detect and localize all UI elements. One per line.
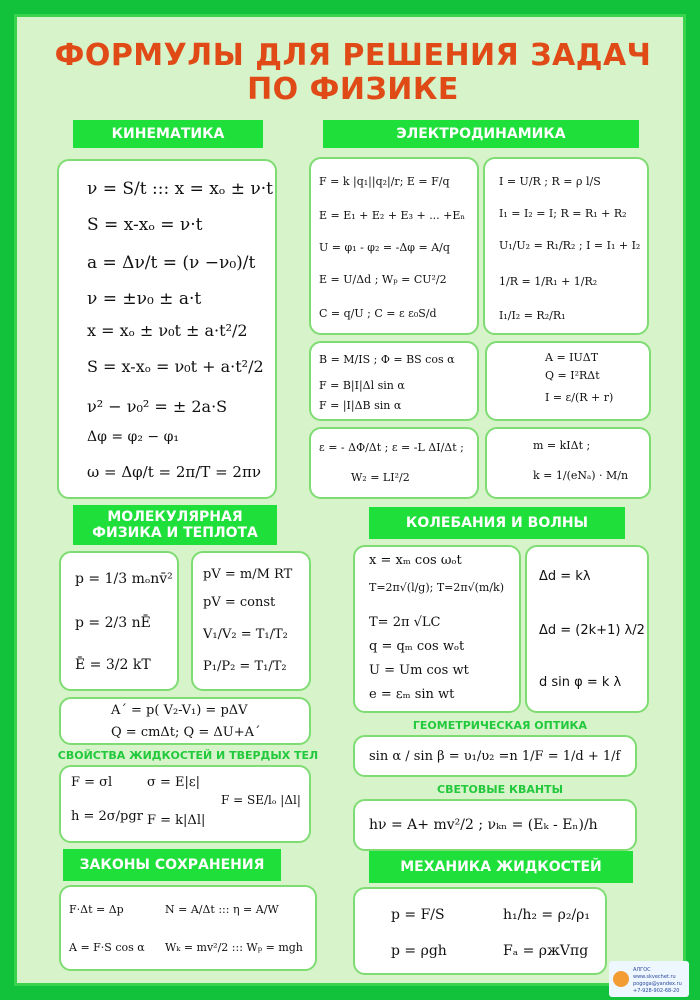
current-work-box — [485, 341, 651, 421]
formula: I = U/R ; R = ρ l/S — [499, 175, 601, 188]
logo-line: pogoga@yandex.ru — [633, 981, 682, 987]
formula: k = 1/(eNₐ) · M/n — [533, 469, 629, 482]
formula: q = qₘ cos wₒt — [369, 639, 465, 654]
logo-text — [633, 967, 682, 995]
section-geom-optics: ГЕОМЕТРИЧЕСКАЯ ОПТИКА — [412, 719, 588, 732]
title-line-2: ПО ФИЗИКЕ — [247, 72, 459, 107]
formula: T=2π√(l/g); T=2π√(m/k) — [369, 581, 505, 594]
electrostatics-box — [309, 157, 479, 335]
page-title — [17, 39, 689, 107]
molecular-left-box — [59, 551, 179, 691]
liquids-box — [59, 765, 311, 843]
formula: pV = m/M RT — [203, 567, 293, 582]
section-molecular: МОЛЕКУЛЯРНАЯ ФИЗИКА И ТЕПЛОТА — [73, 505, 277, 545]
formula: hν = A+ mv²/2 ; νₖₙ = (Eₖ - Eₙ)/h — [369, 817, 598, 833]
formula: 1/R = 1/R₁ + 1/R₂ — [499, 275, 598, 288]
formula: F·Δt = Δp — [69, 903, 124, 916]
formula: I₁/I₂ = R₂/R₁ — [499, 309, 566, 322]
quanta-box — [353, 799, 637, 851]
title-line-1: ФОРМУЛЫ ДЛЯ РЕШЕНИЯ ЗАДАЧ — [54, 38, 652, 73]
section-conservation: ЗАКОНЫ СОХРАНЕНИЯ — [63, 849, 281, 881]
section-kinematics: КИНЕМАТИКА — [73, 120, 263, 148]
fluid-box — [353, 887, 607, 975]
formula: x = xₘ cos ωₒt — [369, 553, 462, 568]
oscillations-right-box — [525, 545, 649, 713]
formula: I₁ = I₂ = I; R = R₁ + R₂ — [499, 207, 627, 220]
formula: V₁/V₂ = T₁/T₂ — [203, 627, 288, 642]
formula: A´ = p( V₂-V₁) = pΔV — [111, 703, 248, 718]
formula: F = B|I|Δl sin α — [319, 379, 405, 392]
formula: C = q/U ; C = ε ε₀S/d — [319, 307, 437, 320]
formula: F = k |q₁||q₂|/r; E = F/q — [319, 175, 450, 188]
formula: U = φ₁ - φ₂ = -Δφ = A/q — [319, 241, 450, 254]
formula: ν² − ν₀² = ± 2a·S — [87, 397, 228, 416]
logo-mark-icon — [613, 971, 629, 987]
formula: e = εₘ sin wt — [369, 687, 455, 702]
formula: x = xₒ ± ν₀t ± a·t²/2 — [87, 321, 248, 340]
dc-circuit-box — [483, 157, 649, 335]
formula: Q = I²RΔt — [545, 369, 600, 382]
formula: p = 2/3 nĒ — [75, 615, 151, 631]
formula: ν = S/t ::: x = xₒ ± ν·t — [87, 179, 273, 199]
induction-box — [309, 427, 479, 499]
formula: p = 1/3 mₒnv̄² — [75, 571, 173, 587]
formula: Δd = kλ — [539, 569, 591, 584]
section-fluid-mechanics: МЕХАНИКА ЖИДКОСТЕЙ — [369, 851, 633, 883]
formula: ε = - ΔΦ/Δt ; ε = -L ΔI/Δt ; — [319, 441, 464, 454]
formula: Q = cmΔt; Q = ΔU+A´ — [111, 725, 261, 740]
formula: E = U/Δd ; Wₚ = CU²/2 — [319, 273, 447, 286]
section-liquids: СВОЙСТВА ЖИДКОСТЕЙ И ТВЕРДЫХ ТЕЛ — [57, 749, 319, 762]
formula: p = ρgh — [391, 943, 447, 959]
logo-line: www.skvechet.ru — [633, 974, 676, 980]
formula: Ē = 3/2 kT — [75, 657, 151, 673]
formula: a = Δν/t = (ν −ν₀)/t — [87, 253, 256, 273]
kinematics-box — [57, 159, 277, 499]
formula: σ = E|ε| — [147, 775, 201, 790]
formula: T= 2π √LC — [369, 615, 441, 630]
optics-box — [353, 735, 637, 777]
formula: A = IUΔT — [545, 351, 599, 364]
formula: ω = Δφ/t = 2π/T = 2πν — [87, 463, 261, 481]
formula: p = F/S — [391, 907, 445, 923]
magnetic-box — [309, 341, 479, 421]
formula: h = 2σ/pgr — [71, 809, 143, 824]
section-quanta: СВЕТОВЫЕ КВАНТЫ — [437, 783, 563, 796]
formula: U = Um cos wt — [369, 663, 469, 678]
formula: F = σl — [71, 775, 113, 790]
formula: F = SE/lₒ |Δl| — [221, 793, 301, 807]
thermo-box — [59, 697, 311, 745]
formula: Δd = (2k+1) λ/2 — [539, 623, 645, 638]
formula: E = E₁ + E₂ + E₃ + ... +Eₙ — [319, 209, 466, 222]
formula: U₁/U₂ = R₁/R₂ ; I = I₁ + I₂ — [499, 239, 641, 252]
formula: Wₖ = mv²/2 ::: Wₚ = mgh — [165, 941, 303, 954]
formula: B = M/IS ; Φ = BS cos α — [319, 353, 455, 366]
formula: I = ε/(R + r) — [545, 391, 614, 404]
publisher-logo — [609, 961, 689, 997]
formula: Δφ = φ₂ − φ₁ — [87, 429, 180, 445]
section-oscillations: КОЛЕБАНИЯ И ВОЛНЫ — [369, 507, 625, 539]
conservation-box — [59, 885, 317, 971]
electrolysis-box — [485, 427, 651, 499]
formula: P₁/P₂ = T₁/T₂ — [203, 659, 287, 674]
formula: F = k|Δl| — [147, 813, 206, 828]
logo-line: АЛГОС — [633, 967, 651, 973]
poster — [14, 14, 686, 994]
formula: sin α / sin β = υ₁/υ₂ =n 1/F = 1/d + 1/f — [369, 749, 621, 764]
formula: N = A/Δt ::: η = A/W — [165, 903, 279, 916]
formula: h₁/h₂ = ρ₂/ρ₁ — [503, 907, 591, 923]
logo-line: +7-928-902-68-20 — [633, 988, 680, 994]
formula: d sin φ = k λ — [539, 675, 622, 690]
molecular-right-box — [191, 551, 311, 691]
formula: A = F·S cos α — [69, 941, 145, 954]
formula: S = x-xₒ = ν·t — [87, 215, 203, 235]
oscillations-left-box — [353, 545, 521, 713]
formula: pV = const — [203, 595, 276, 610]
formula: ν = ±ν₀ ± a·t — [87, 289, 202, 309]
formula: W₂ = LI²/2 — [351, 471, 410, 484]
formula: m = kIΔt ; — [533, 439, 591, 452]
formula: S = x-xₒ = ν₀t + a·t²/2 — [87, 357, 264, 376]
formula: Fₐ = ρжVпg — [503, 943, 589, 959]
section-electrodynamics: ЭЛЕКТРОДИНАМИКА — [323, 120, 639, 148]
formula: F = |I|ΔB sin α — [319, 399, 402, 412]
